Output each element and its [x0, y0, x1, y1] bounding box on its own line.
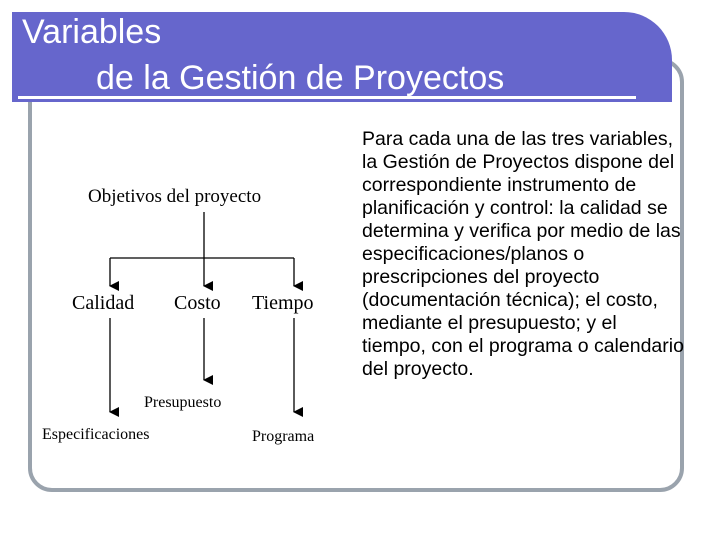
- diagram-connectors: [32, 170, 352, 460]
- instrument-label-especificaciones: Especificaciones: [42, 426, 150, 443]
- variable-label-tiempo: Tiempo: [252, 292, 314, 314]
- objectives-diagram: [32, 170, 352, 460]
- title-line-2: de la Gestión de Proyectos: [96, 59, 505, 97]
- variable-label-costo: Costo: [174, 292, 221, 314]
- instrument-label-presupuesto: Presupuesto: [144, 394, 222, 411]
- title-line-1: Variables: [22, 13, 162, 51]
- variable-label-calidad: Calidad: [72, 292, 135, 314]
- root-objective-label: Objetivos del proyecto: [88, 186, 262, 207]
- instrument-label-programa: Programa: [252, 428, 315, 445]
- body-paragraph: Para cada una de las tres variables, la Gestión de Proyectos dispone del correspondiente instrumento de planificación y control: la calidad se determina y verifica por medio de las especificaciones/planos o prescripciones del proyecto (documentación técnica); el costo, mediante el presupuesto; y el tiempo, con el programa o calendario del proyecto.: [362, 128, 684, 380]
